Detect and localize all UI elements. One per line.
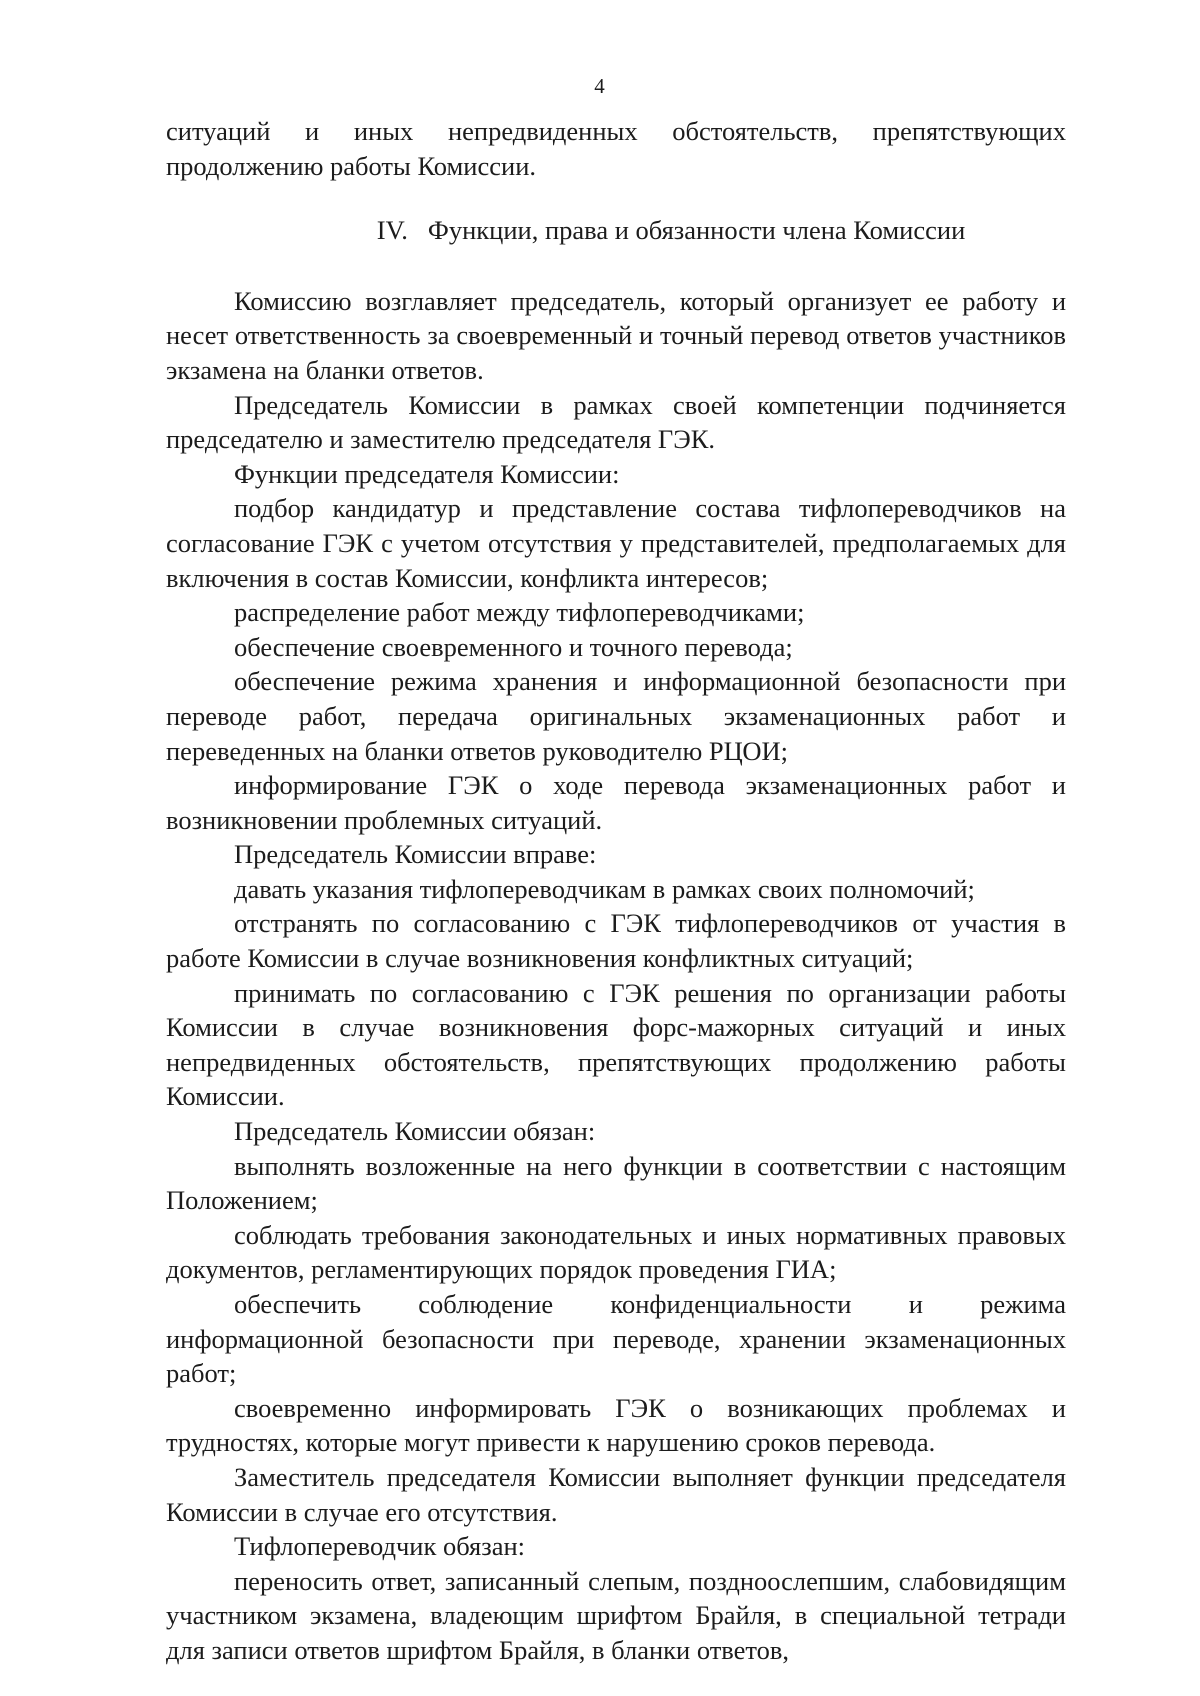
list-item: соблюдать требования законодательных и иных нормативных правовых документов, регламентирующих порядок проведения ГИА; <box>166 1219 1066 1285</box>
paragraph: Председатель Комиссии обязан: <box>234 1116 596 1147</box>
paragraph: Комиссию возглавляет председатель, который организует ее работу и несет ответственность за своевременный и точный перевод ответов участников экзамена на бланки ответов. <box>166 285 1066 385</box>
section-number: IV. <box>376 215 408 246</box>
paragraph: Тифлопереводчик обязан: <box>234 1531 525 1562</box>
paragraph: Председатель Комиссии вправе: <box>234 839 597 870</box>
list-item: принимать по согласованию с ГЭК решения по организации работы Комиссии в случае возникновения форс-мажорных ситуаций и иных непредвиденных обстоятельств, препятствующих продолжению работы Комиссии. <box>166 977 1066 1112</box>
list-item: отстранять по согласованию с ГЭК тифлопереводчиков от участия в работе Комиссии в случае возникновения конфликтных ситуаций; <box>166 908 1066 974</box>
list-item: своевременно информировать ГЭК о возникающих проблемах и трудностях, которые могут привести к нарушению сроков перевода. <box>166 1392 1066 1458</box>
paragraph: Заместитель председателя Комиссии выполняет функции председателя Комиссии в случае его отсутствия. <box>166 1461 1066 1527</box>
paragraph: Функции председателя Комиссии: <box>234 458 620 489</box>
paragraph: Председатель Комиссии в рамках своей компетенции подчиняется председателю и заместителю председателя ГЭК. <box>166 389 1066 455</box>
list-item: выполнять возложенные на него функции в соответствии с настоящим Положением; <box>166 1150 1066 1216</box>
list-item: информирование ГЭК о ходе перевода экзаменационных работ и возникновении проблемных ситуаций. <box>166 770 1066 835</box>
section-heading <box>166 213 1066 248</box>
list-item: обеспечение режима хранения и информационной безопасности при переводе работ, передача оригинальных экзаменационных работ и переведенных на бланки ответов руководителю РЦОИ; <box>166 666 1066 766</box>
document-body <box>166 114 1066 1668</box>
list-item: распределение работ между тифлопереводчиками; <box>234 597 805 628</box>
list-item: подбор кандидатур и представление состава тифлопереводчиков на согласование ГЭК с учетом отсутствия у представителей, предполагаемых для включения в состав Комиссии, конфликта интересов; <box>166 493 1066 593</box>
page-number: 4 <box>594 74 606 98</box>
list-item: обеспечить соблюдение конфиденциальности и режима информационной безопасности при переводе, хранении экзаменационных работ; <box>166 1289 1066 1389</box>
section-title: Функции, права и обязанности члена Комиссии <box>427 215 966 246</box>
list-item: давать указания тифлопереводчикам в рамках своих полномочий; <box>234 873 975 904</box>
list-item: обеспечение своевременного и точного перевода; <box>234 631 793 662</box>
list-item: переносить ответ, записанный слепым, поздноослепшим, слабовидящим участником экзамена, владеющим шрифтом Брайля, в специальной тетради для записи ответов шрифтом Брайля, в бланки ответов, <box>166 1565 1066 1665</box>
intro-paragraph: ситуаций и иных непредвиденных обстоятельств, препятствующих продолжению работы Комиссии. <box>166 116 1066 181</box>
